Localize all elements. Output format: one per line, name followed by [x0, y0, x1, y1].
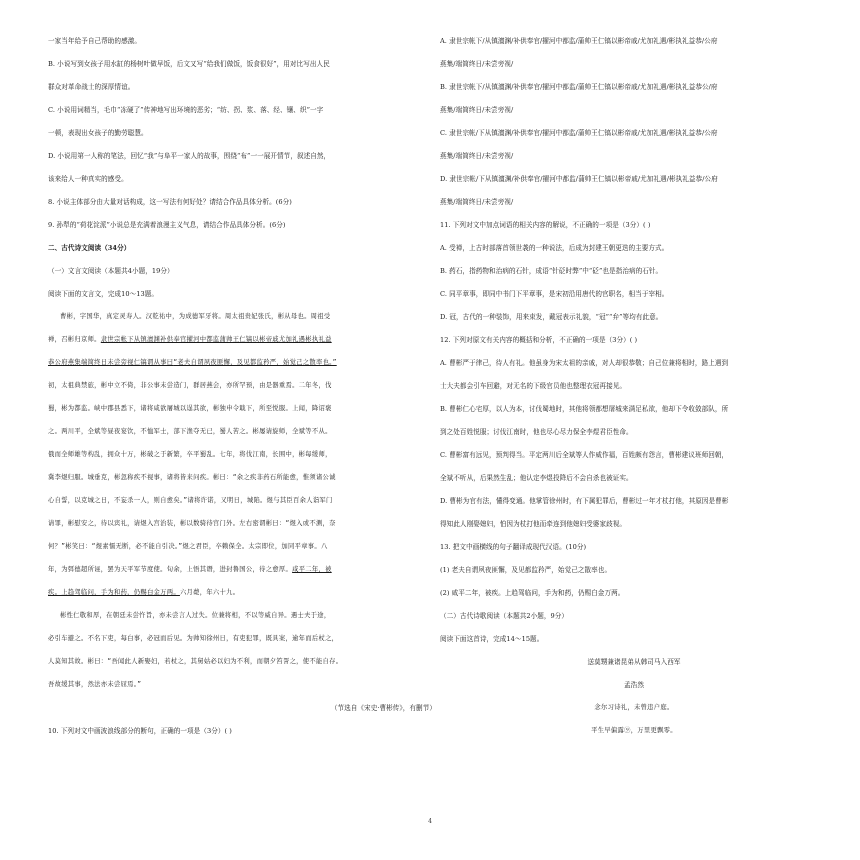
page-number: 4: [428, 818, 432, 825]
subsection-heading: （一）文言文阅读（本题共4小题，19分）: [48, 267, 174, 275]
passage-line: 必引车避之。不名下吏，每白事，必冠而后见。为帅知徐州日，有吏犯罪，既具案，逾年而后杖之，: [48, 635, 339, 642]
option-b-line: B. 小说写到女孩子用水缸的杨树叶做早饭，后文又写“给我们做饭，饭食很好”，用对比写出人民: [48, 60, 330, 68]
passage-source: （节选自《宋史·曹彬传》，有删节）: [330, 704, 436, 712]
passage-line: 请罪，彬慰安之，待以宾礼，请煜入宫治装，彬以数骑待宫门外。左右密谓彬曰：“煜入或不测，奈: [48, 520, 336, 527]
passage-line: [48, 565, 436, 575]
passage-line: [48, 335, 436, 345]
question-12: 12. 下列对原文有关内容的概括和分析，不正确的一项是（3分）( ): [440, 336, 638, 344]
passage-line: 俄而全师雄等构乱，拥众十万，彬破之于新繁，卒平蜀乱。七年，将伐江南，长围中，彬每缓师，: [48, 451, 332, 458]
q10-option-c-cont: 燕集/端简终日/未尝旁视/: [440, 152, 514, 160]
option-c-line: C. 小说用词精当，毛巾“冻硬了”传神地写出环境的恶劣；“纺、拐、浆、落、经、镶、织”一字: [48, 106, 324, 114]
question-10: 10. 下列对文中画波浪线部分的断句，正确的一项是（3分）( ): [48, 727, 232, 735]
passage-line: 彬性仁敬和厚，在朝廷未尝忤旨，亦未尝言人过失。位兼将相，不以等威自异。遇士夫于途，: [60, 612, 331, 619]
section-heading-classical: 二、古代诗文阅读（34分）: [48, 244, 131, 252]
wavy-underlined-text: 恭公府燕集端简终日未尝旁视仁镐谓从事曰: [48, 359, 174, 366]
poem-author: 孟浩然: [624, 681, 644, 689]
option-d-line: D. 小说用第一人称的笔法，回忆“我”与阜平一家人的故事，围绕“布”一一展开情节，叙述自然，: [48, 152, 331, 160]
q11-option-a: A. 受禅，上古时部落首领世袭的一种说法，后成为封建王朝更迭的主要方式。: [440, 244, 669, 252]
reading-instruction: 阅读下面这首诗，完成14～15题。: [440, 635, 544, 643]
passage-line: 心自誓，以克城之日，不妄杀一人，则自愈矣。”诸将许诺，又明日，城陷。煜与其臣百余人诣军门: [48, 497, 333, 504]
q12-option-b: B. 曹彬仁心宅厚，以人为本，讨伐蜀地时，其他将领都想屠城来满足私欲，他却下令收敛部队，所: [440, 405, 729, 413]
wavy-underlined-text: 隶世宗帐下从镇澶渊补供奉官擢河中都监蒲帅王仁镐以彬帝戚尤加礼遇彬执礼益: [100, 336, 332, 343]
passage-text: 年，为弭德超所诬，罢为天平军节度使。旬余，上悟其谮，进封鲁国公，待之愈厚。: [48, 566, 293, 573]
question-11: 11. 下列对文中加点词语的相关内容的解说，不正确的一项是（3分）( ): [440, 221, 651, 229]
passage-line: 冀李煜归服。城垂克，彬忽称疾不视事，诸将皆来问疾。彬曰：“余之疾非药石所能愈，惟须诸公诚: [48, 474, 336, 481]
text-line: 一顿，表现出女孩子的勤劳聪慧。: [48, 129, 148, 137]
left-column: [48, 36, 436, 749]
q12-option-d: D. 曹彬为官有法，懂得变通。他掌管徐州时，有下属犯罪后，曹彬过一年才杖打他，其原因是曹彬: [440, 497, 729, 505]
q10-option-c: C. 隶世宗帐/下从镇澶渊/补供奉官/擢河中都监/蒲帅王仁镐以彬帝戚/尤加礼遇/彬执礼益恭/公府: [440, 129, 718, 137]
passage-line: 蜀，彬为都监。峡中郡县悉下，诸将咸欲屠城以逞其欲，彬独申令戢下，所至悦服。上闻，降诏褒: [48, 405, 332, 412]
q12-option-c: C. 曹彬富有远见，预判得当。平定两川后全斌等人作威作福，百姓颇有怨言，曹彬建议班师回朝，: [440, 451, 729, 459]
passage-line: [48, 588, 436, 598]
q12-option-c-cont: 全斌不听从，后果然生乱；他认定李煜投降后不会自杀也被证实。: [440, 474, 633, 482]
q10-option-b-cont: 燕集/端简终日/未尝旁视/: [440, 106, 514, 114]
poem-title: 送莫甥兼诸昆弟从韩司马入西军: [587, 658, 681, 666]
q13-item-2: (2) 咸平二年，被疾。上趋驾临问，手为和药，仍赐白金万两。: [440, 589, 625, 597]
q11-option-c: C. 同平章事，即同中书门下平章事，是宋初沿用唐代的官职名，相当于宰相。: [440, 290, 669, 298]
underlined-sentence-1: “老夫自谓夙夜匪懈，及见都监矜严，始觉己之散率也。”: [173, 359, 337, 366]
poem-line: 平生早偏露⑨，万里更飘零。: [591, 727, 677, 734]
q10-option-a-cont: 燕集/端简终日/未尝旁视/: [440, 60, 514, 68]
passage-line: 何？”彬笑曰：“煜素懦无断，必不能自引决。”煜之君臣，卒赖保全。太宗即位，加同平章事。八: [48, 543, 328, 550]
text-line: 一家当年给予自己帮助的感激。: [48, 37, 142, 45]
passage-line: 人莫知其故。彬曰：“吾闻此人新娶妇，若杖之，其舅姑必以妇为不利，而朝夕笞詈之，使不能自存。: [48, 658, 343, 665]
text-line: 该来给人一种真实的感受。: [48, 175, 128, 183]
question-8: 8. 小说主体部分由大量对话构成，这一写法有何好处？请结合作品具体分析。(6分): [48, 198, 292, 206]
q12-option-d-cont: 得知此人刚娶媳妇，怕因为杖打他而牵连到他媳妇受婆家歧视。: [440, 520, 627, 528]
poem-line: 念尔习诗礼，未曾违户庭。: [594, 704, 674, 711]
subsection-heading-poetry: （二）古代诗歌阅读（本题共2小题，9分）: [440, 612, 569, 620]
q13-item-1: (1) 老夫自谓夙夜匪懈，及见都监矜严，始觉己之散率也。: [440, 566, 612, 574]
underlined-sentence-2: 疾。上趋驾临问，手为和药，仍赐白金万两。: [48, 589, 180, 596]
question-9: 9. 孙犁的“荷花淀派”小说总是充满着浪漫主义气息，请结合作品具体分析。(6分): [48, 221, 286, 229]
q10-option-d: D. 隶世宗帐/下从镇澶渊/补供奉官/擢河中都监/蒲帅王仁镐以彬帝戚/尤加礼遇/彬执礼益恭/公府: [440, 175, 718, 183]
q12-option-b-cont: 到之处百姓悦服；讨伐江南时，他也尽心尽力保全李煜君臣性命。: [440, 428, 633, 436]
passage-line: 之。两川平，全斌等昼夜宴饮，不恤军士，部下渔夺无已，蜀人苦之。彬屡请旋师，全斌等不从。: [48, 428, 332, 435]
passage-text: 禅，召彬归京师。: [48, 336, 101, 343]
q10-option-d-cont: 燕集/端简终日/未尝旁视/: [440, 198, 514, 206]
q12-option-a-cont: 士大夫都会引车回避，对无名的下级官员他也整理衣冠再接见。: [440, 382, 627, 390]
q11-option-d: D. 冠，古代的一种装饰，用来束发，戴冠表示礼貌，“冠”“弁”等均有此意。: [440, 313, 663, 321]
q11-option-b: B. 药石，指药物和治病的石针，成语“针砭时弊”中“砭”也是指治病的石针。: [440, 267, 663, 275]
q10-option-b: B. 隶世宗帐下/从镇澶渊/补供奉官/擢河中都监/蒲帅王仁镐以彬帝戚/尤加礼遇/彬执礼益恭公/府: [440, 83, 718, 91]
right-column: [440, 36, 828, 749]
passage-line: 吾故缓其事，然法亦未尝屈焉。”: [48, 681, 142, 688]
q12-option-a: A. 曹彬严于律己，待人有礼。他虽身为宋太祖的亲戚，对人却很恭敬；自己位兼将相时，路上遇到: [440, 359, 729, 367]
question-13: 13. 把文中画横线的句子翻译成现代汉语。(10分): [440, 543, 587, 551]
passage-text: 六月薨，年六十九。: [179, 589, 240, 596]
passage-line: 初，太祖典禁旅，彬中立不倚，非公事未尝造门，群居燕会，亦所罕预，由是器重焉。二年冬，伐: [48, 382, 332, 389]
text-line: 群众对革命战士的深厚情谊。: [48, 83, 135, 91]
reading-instruction: 阅读下面的文言文，完成10～13题。: [48, 290, 158, 298]
q10-option-a: A. 隶世宗帐下/从镇澶渊/补供奉官/擢河中都监/蒲帅王仁镐以彬帝戚/尤加礼遇/彬执礼益恭/公府: [440, 37, 718, 45]
passage-line: 曹彬，字国华，真定灵寿人。汉乾祐中，为成德军牙将。周太祖贵妃张氏，彬从母也。周祖受: [60, 313, 331, 320]
passage-line: [48, 358, 436, 368]
underlined-sentence-2: 咸平二年，被: [292, 566, 332, 573]
